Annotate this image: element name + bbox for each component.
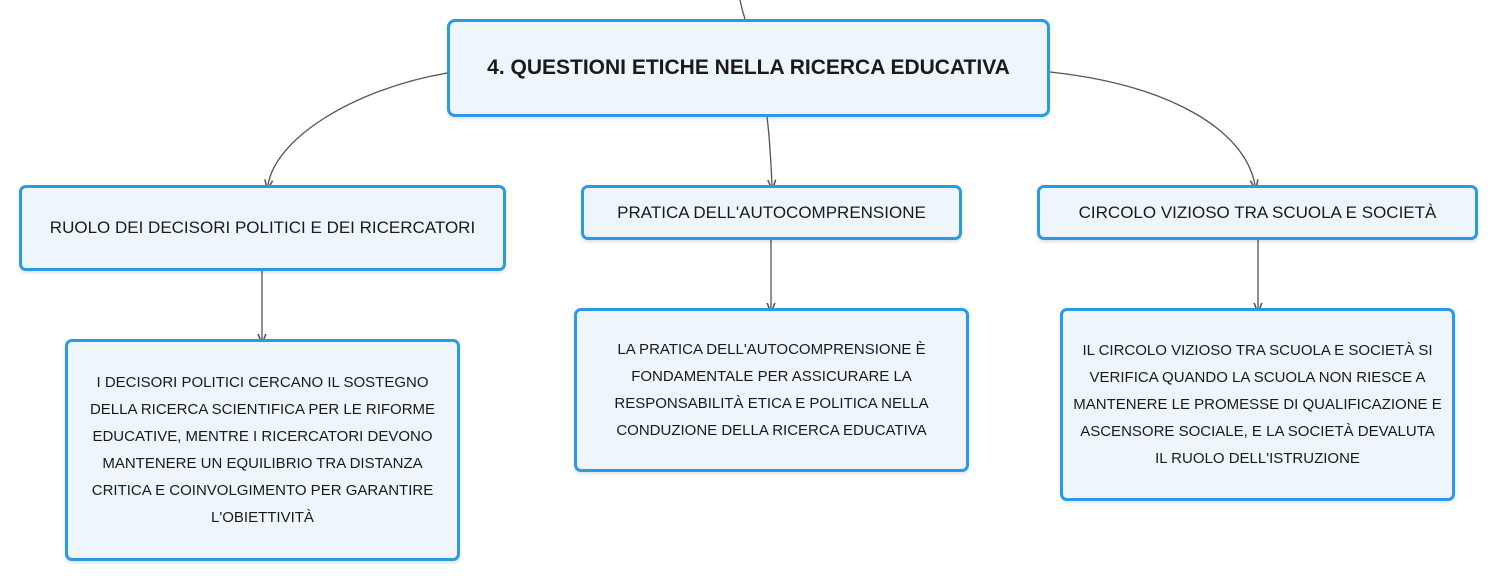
connector-root-to-branch-2 [767,117,772,185]
root-topic-node[interactable] [447,19,1050,117]
branch-node-circolo-vizioso[interactable] [1037,185,1478,240]
branch-node-autocomprensione[interactable] [581,185,962,240]
connector-parent-to-root [740,0,745,19]
connector-root-to-branch-1 [268,73,447,185]
detail-node-decisori[interactable] [65,339,460,561]
detail-text-decisori: I DECISORI POLITICI CERCANO IL SOSTEGNO DELLA RICERCA SCIENTIFICA PER LE RIFORME EDUCATIVE, MENTRE I RICERCATORI DEVONO MANTENERE UN EQUILIBRIO TRA DISTANZA CRITICA E COINVOLGIMENTO PER GARANTIRE L'OBIETTIVITÀ [89,374,436,526]
detail-text-circolo-vizioso: IL CIRCOLO VIZIOSO TRA SCUOLA E SOCIETÀ SI VERIFICA QUANDO LA SCUOLA NON RIESCE A MANTENERE LE PROMESSE DI QUALIFICAZIONE E ASCENSORE SOCIALE, E LA SOCIETÀ DEVALUTA IL RUOLO DELL'ISTRUZIONE [1073,342,1442,467]
root-topic-title: 4. QUESTIONI ETICHE NELLA RICERCA EDUCATIVA [487,56,1010,79]
detail-node-autocomprensione[interactable] [574,308,969,472]
connector-root-to-branch-3 [1050,72,1255,185]
detail-text-autocomprensione: LA PRATICA DELL'AUTOCOMPRENSIONE È FONDAMENTALE PER ASSICURARE LA RESPONSABILITÀ ETICA E POLITICA NELLA CONDUZIONE DELLA RICERCA EDUCATIVA [614,341,929,439]
detail-node-circolo-vizioso[interactable] [1060,308,1455,501]
branch-label-autocomprensione: PRATICA DELL'AUTOCOMPRENSIONE [617,202,926,222]
branch-label-decisori: RUOLO DEI DECISORI POLITICI E DEI RICERCATORI [49,218,476,237]
branch-node-decisori[interactable] [19,185,506,271]
branch-label-circolo-vizioso: CIRCOLO VIZIOSO TRA SCUOLA E SOCIETÀ [1078,202,1437,222]
